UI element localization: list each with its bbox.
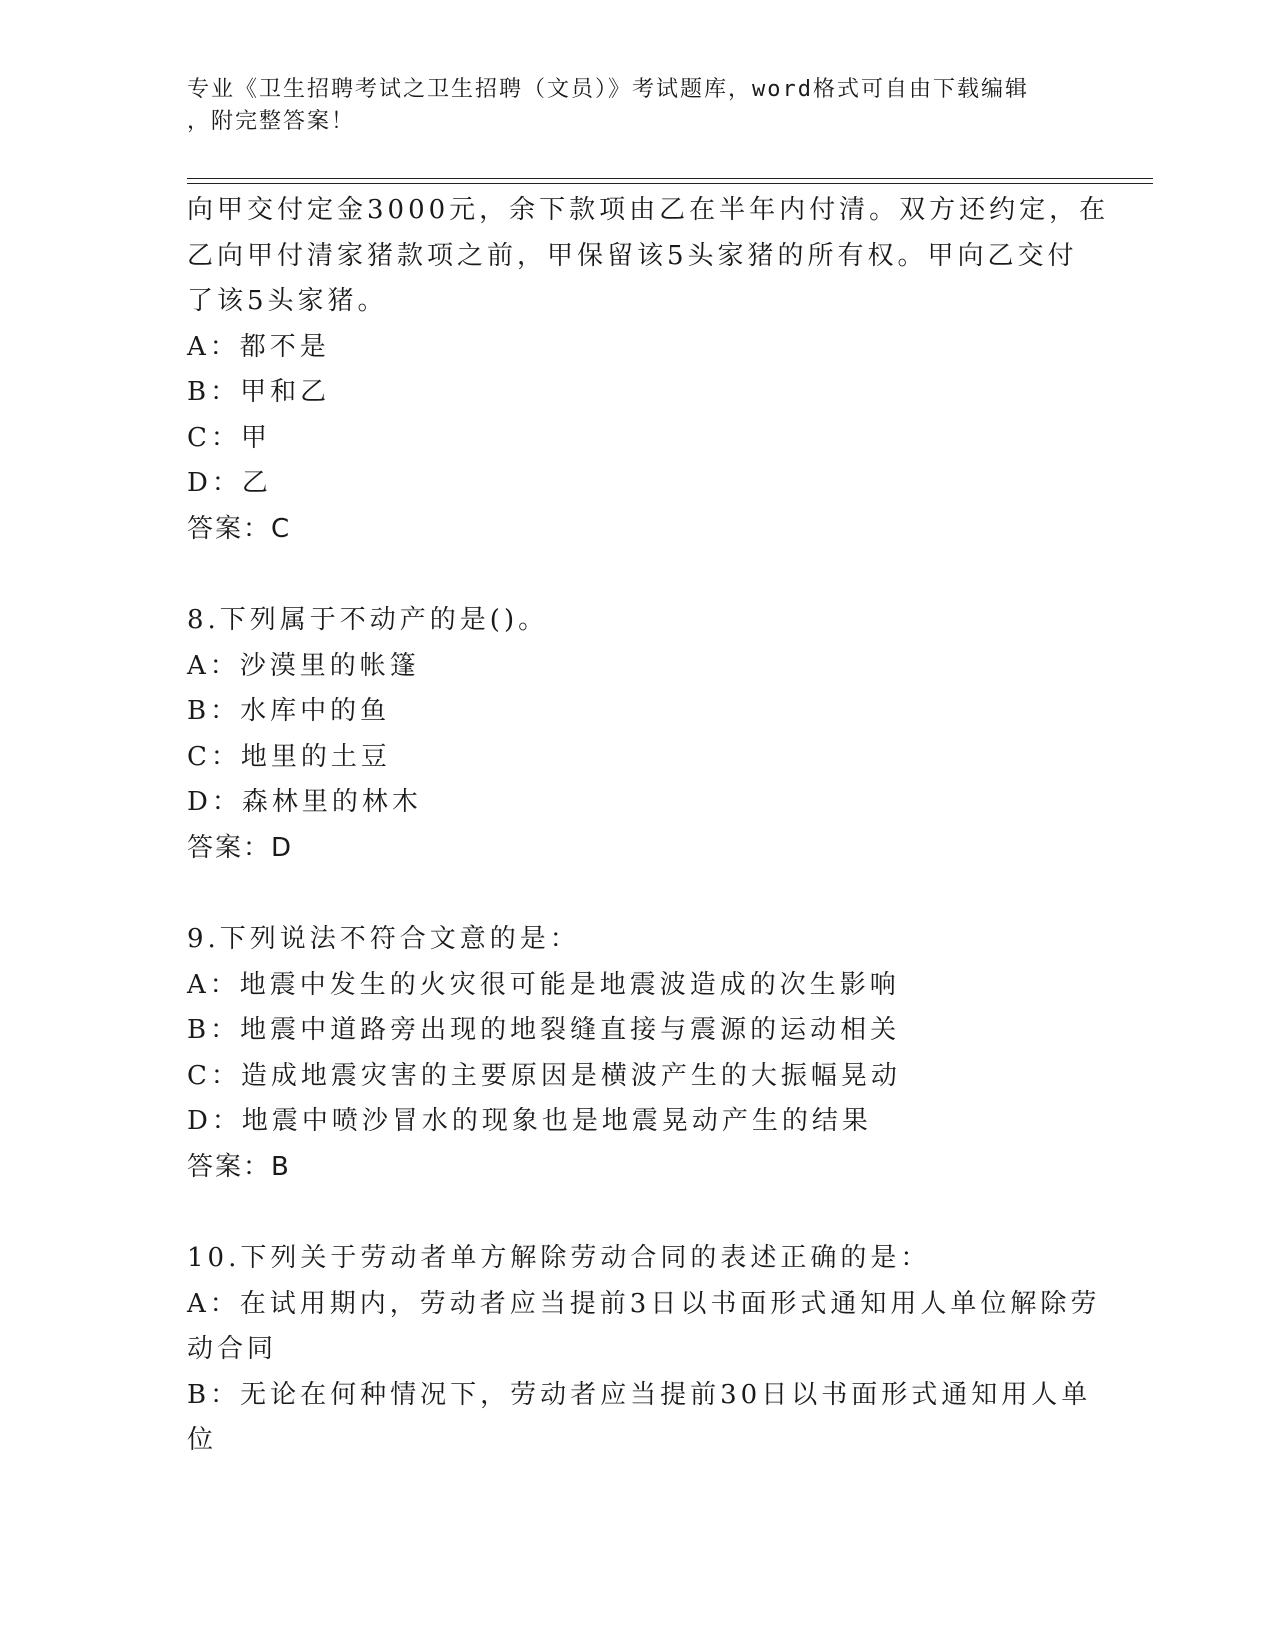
- question-list: [187, 188, 1110, 1464]
- header-line-1: 专业《卫生招聘考试之卫生招聘（文员）》考试题库，word格式可自由下载编辑: [187, 77, 1029, 102]
- question-gap: [187, 871, 1087, 917]
- question-9: [187, 917, 1087, 1190]
- question-8: [187, 598, 1087, 871]
- question-8-option-c: C：地里的土豆: [187, 741, 391, 772]
- question-10-stem: 10.下列关于劳动者单方解除劳动合同的表述正确的是：: [187, 1243, 931, 1273]
- question-8-option-b: B：水库中的鱼: [187, 696, 391, 726]
- question-8-answer: 答案：D: [187, 832, 294, 863]
- question-9-stem: 9.下列说法不符合文意的是：: [187, 924, 580, 954]
- question-7-stem-line-2: 乙向甲付清家猪款项之前，甲保留该5头家猪的所有权。甲向乙交付: [187, 240, 1078, 271]
- question-9-option-a: A：地震中发生的火灾很可能是地震波造成的次生影响: [187, 969, 900, 1000]
- question-gap: [187, 552, 1087, 598]
- question-9-option-c: C：造成地震灾害的主要原因是横波产生的大振幅晃动: [187, 1060, 901, 1091]
- question-gap: [187, 1190, 1087, 1236]
- question-9-answer: 答案：B: [187, 1151, 291, 1182]
- question-7-option-b: B：甲和乙: [187, 377, 331, 407]
- header-rule-bottom: [187, 183, 1153, 184]
- question-7: [187, 188, 1110, 552]
- question-10: [187, 1236, 1101, 1464]
- question-7-answer: 答案：C: [187, 513, 292, 544]
- question-7-stem-line-1: 向甲交付定金3000元，余下款项由乙在半年内付清。双方还约定，在: [187, 195, 1110, 225]
- header-rule-top: [187, 178, 1153, 179]
- header-line-2: ，附完整答案！: [187, 109, 356, 134]
- question-9-option-d: D：地震中喷沙冒水的现象也是地震晃动产生的结果: [187, 1106, 872, 1136]
- question-8-option-a: A：沙漠里的帐篷: [187, 650, 420, 681]
- question-8-stem: 8.下列属于不动产的是()。: [187, 605, 549, 635]
- question-10-option-b-line-2: 位: [187, 1425, 218, 1455]
- question-10-option-b-line-1: B：无论在何种情况下，劳动者应当提前30日以书面形式通知用人单: [187, 1379, 1092, 1410]
- question-8-option-d: D：森林里的林木: [187, 787, 422, 817]
- question-10-option-a-line-1: A：在试用期内，劳动者应当提前3日以书面形式通知用人单位解除劳: [187, 1288, 1101, 1319]
- question-7-option-c: C：甲: [187, 422, 271, 453]
- document-header: [187, 74, 1067, 138]
- question-7-stem-line-3: 了该5头家猪。: [187, 286, 388, 316]
- question-7-option-a: A：都不是: [187, 331, 330, 362]
- question-7-option-d: D：乙: [187, 468, 272, 498]
- question-9-option-b: B：地震中道路旁出现的地裂缝直接与震源的运动相关: [187, 1015, 901, 1045]
- question-10-option-a-line-2: 动合同: [187, 1334, 278, 1364]
